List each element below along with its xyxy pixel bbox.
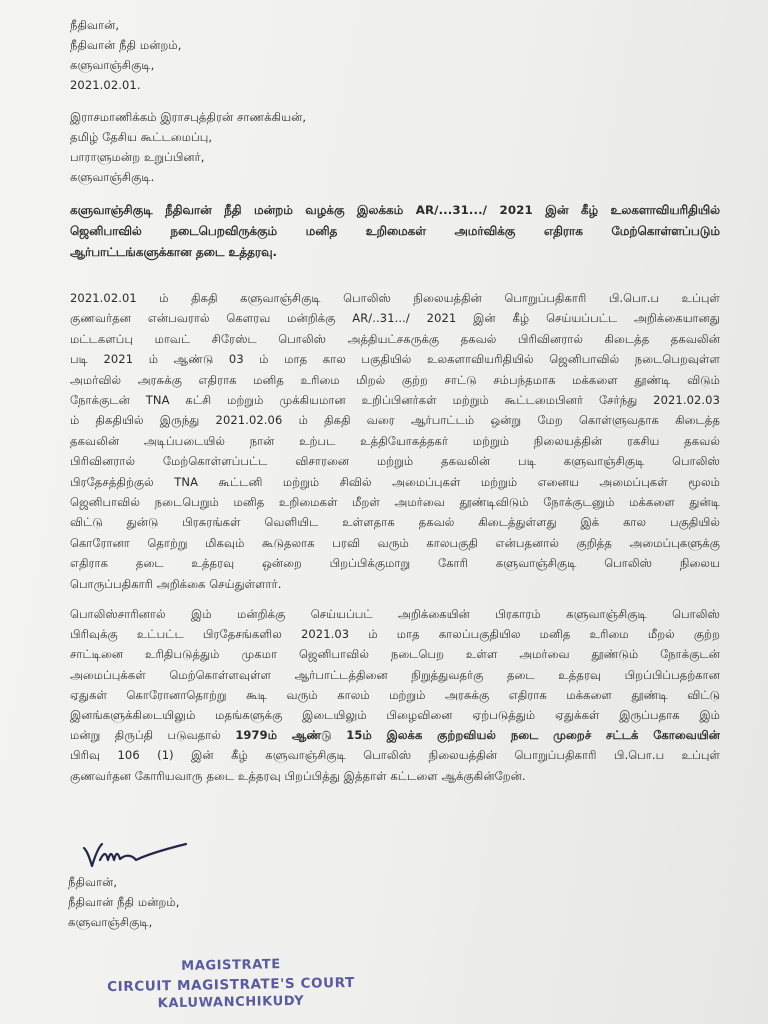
paragraph-line: பிரிவுக்கு உட்பட்ட பிரதேசங்களில 2021.03 ம் மாத காலப்பகுதியில மனித உரிமை மீறல் குற்ற xyxy=(70,627,720,642)
stamp-court: CIRCUIT MAGISTRATE'S COURT xyxy=(106,974,356,996)
paragraph-line: அமைப்புக்கள் மெற்கொள்ளவுள்ள ஆர்பாட்டத்தினை நிறுத்துவதர்கு தடை உத்தரவு பிறப்பிப்பதற்கான xyxy=(70,667,720,682)
stamp-location: KALUWANCHIKUDY xyxy=(157,993,305,1012)
signature-icon xyxy=(82,838,222,874)
letter-date: 2021.02.01. xyxy=(70,78,141,92)
paragraph-line: பிரிவினரால் மேற்கொள்ளப்பட்ட விசாரனை மற்றும் தகவலின் படி களுவாஞ்சிகுடி பொலிஸ் xyxy=(70,454,720,469)
court-stamp xyxy=(96,956,366,1012)
recipient-line: களுவாஞ்சிகுடி. xyxy=(70,170,155,184)
paragraph-line: ஜெனிபாவில் நடைபெறும் மனித உறிமைகள் மீறள் அமர்வை தூண்டிவிடும் நோக்குடனும் மக்களை துன்டி xyxy=(70,495,720,510)
stamp-title: MAGISTRATE xyxy=(181,957,281,974)
signoff-line: நீதிவான் நீதி மன்றம், xyxy=(68,895,180,909)
paragraph-line: பிரதேசத்திற்குல் TNA கூட்டனி மற்றும் சிவில் அமைப்புகள் மற்றும் எனைய அமைப்புகள் மூலம் xyxy=(70,474,720,489)
recipient-line: இராசமாணிக்கம் இராசபுத்திரன் சாணக்கியன், xyxy=(70,110,307,124)
paragraph-line: சாட்டினை உரிதிபடுத்தும் முகமா ஜெனிபாவில் நடைபெற உள்ள அமர்வை தூண்டும் நோக்குடன் xyxy=(70,647,720,662)
paragraph-line: நோக்குடன் TNA கட்சி மற்றும் முக்கியமான உறிப்பினர்கள் மற்றும் கூட்டமைபினர் சேர்ந்து 2021.02.03 xyxy=(70,393,720,408)
paragraph-line: கொரோனா தொற்று மிகவும் கூடுதலாக பரவி வரும் காலபகுதி என்பதனால் குறித்த அமைப்புகளுக்கு xyxy=(70,535,720,550)
paragraph-line: ஏதுகள் கொரோனாதொற்று கூடி வரும் காலம் மற்றும் அரசுக்கு எதிராக மக்களை தூண்டி விட்டு xyxy=(70,687,720,702)
paragraph-line: தகவலின் அடிப்படையில் நான் உற்பட உத்தியோகத்தகர் மற்றும் நிலையத்தின் ரகசிய தகவல் xyxy=(70,433,720,448)
paragraph-line: ம் திகதியில் இருந்து 2021.02.06 ம் திகதி வரை ஆர்பாட்டம் ஒன்று மேற கொள்ளுவதாக கிடைத்த xyxy=(70,413,720,428)
recipient-line: தமிழ் தேசிய கூட்டமைப்பு, xyxy=(70,130,213,144)
paragraph-line: குணவர்தன கோரியவாரு தடை உத்தரவு பிறப்பித்து இத்தாள் கட்டளை ஆக்குகின்றேன். xyxy=(70,768,526,783)
paragraph-line: பொருப்பதிகாரி அறிக்கை செய்துள்ளார். xyxy=(70,576,282,591)
subject-line: களுவாஞ்சிகுடி நீதிவான் நீதி மன்றம் வழக்கு இலக்கம் AR/...31.../ 2021 இன் கீழ் உலகளாவியரிதியில் xyxy=(70,203,720,217)
sender-address xyxy=(70,15,182,95)
paragraph-line: எதிராக தடை உத்தரவு ஒன்றை பிறப்பிக்குமாறு கோரி களுவாஞ்சிகுடி பொலிஸ் நிலைய xyxy=(70,556,720,571)
sender-line: நீதிவான், xyxy=(70,18,120,32)
paragraph-line: இனங்களுக்கிடையிலும் மதங்களுக்கு இடையிலும் பிழைவினை ஏற்படுத்தும் ஏதுக்கள் இருப்பதாக இம் xyxy=(70,708,720,723)
paragraph-line: அமர்வில் அரசுக்கு எதிராக மனித உரிமை மிறல் குற்ற சாட்டு சம்பந்தமாக மக்களை தூண்டி விடும் xyxy=(70,372,720,387)
paragraph-police-report xyxy=(70,288,720,594)
sender-line: களுவாஞ்சிகுடி, xyxy=(70,58,155,72)
paragraph-line xyxy=(70,725,720,745)
paragraph-line: மட்டகளப்பு மாவட் சிரேஸ்ட பொலிஸ் அத்தியட்சகருக்கு தகவல் பிரிவினரால் கிடைத்த தகவலின் xyxy=(70,331,720,346)
signoff-line: களுவாஞ்சிகுடி, xyxy=(68,915,153,929)
subject-line: ஆர்பாட்டங்களுக்கான தடை உத்தரவு. xyxy=(70,245,278,259)
signoff-line: நீதிவான், xyxy=(68,875,118,889)
recipient-line: பாராளுமன்ற உறுப்பினர், xyxy=(70,150,205,164)
paragraph-line: விட்டு துன்டு பிரசுரங்கள் வெளியிட உள்ளதாக தகவல் கிடைத்துள்ளது இக் கால பகுதியில் xyxy=(70,515,720,530)
paragraph-text: மன்று திருப்தி படுவதால் xyxy=(70,728,236,743)
recipient-address xyxy=(70,107,306,187)
paragraph-line: பொலிஸ்சாரினால் இம் மன்றிக்கு செய்யப்பட் அறிக்கையின் பிரகாரம் களுவாஞ்சிகுடி பொலிஸ் xyxy=(70,607,720,621)
subject-heading xyxy=(70,200,720,263)
subject-line: ஜெனிபாவில் நடைபெறவிருக்கும் மனித உறிமைகள் அமர்விக்கு எதிராக மேற்கொள்ளப்படும் xyxy=(70,224,720,238)
paragraph-line: 2021.02.01 ம் திகதி களுவாஞ்சிகுடி பொலிஸ் நிலையத்தின் பொறுப்பதிகாரி பி.பொ.ப உப்புள் xyxy=(70,291,720,305)
paragraph-line: படி 2021 ம் ஆண்டு 03 ம் மாத கால பகுதியில் உலகளாவியரிதியில் ஜெனிபாவில் நடைபெறவுள்ள xyxy=(70,352,720,367)
paragraph-line: குணவர்தன என்பவரால் கௌரவ மன்றிக்கு AR/..31.../ 2021 இன் கீழ் செய்யப்பட்ட அறிக்கையானது xyxy=(70,311,720,326)
paragraph-line: பிரிவு 106 (1) இன் கீழ் களுவாஞ்சிகுடி பொலிஸ் நிலையத்தின் பொறுப்பதிகாரி பி.பொ.ப உப்புள் xyxy=(70,748,720,763)
signoff-address xyxy=(68,872,180,932)
sender-line: நீதிவான் நீதி மன்றம், xyxy=(70,38,182,52)
statute-reference: 1979ம் ஆண்டு 15ம் இலக்க குற்றவியல் நடை முறைச் சட்டக் கோவையின் xyxy=(235,728,720,743)
paragraph-court-order xyxy=(70,604,720,786)
